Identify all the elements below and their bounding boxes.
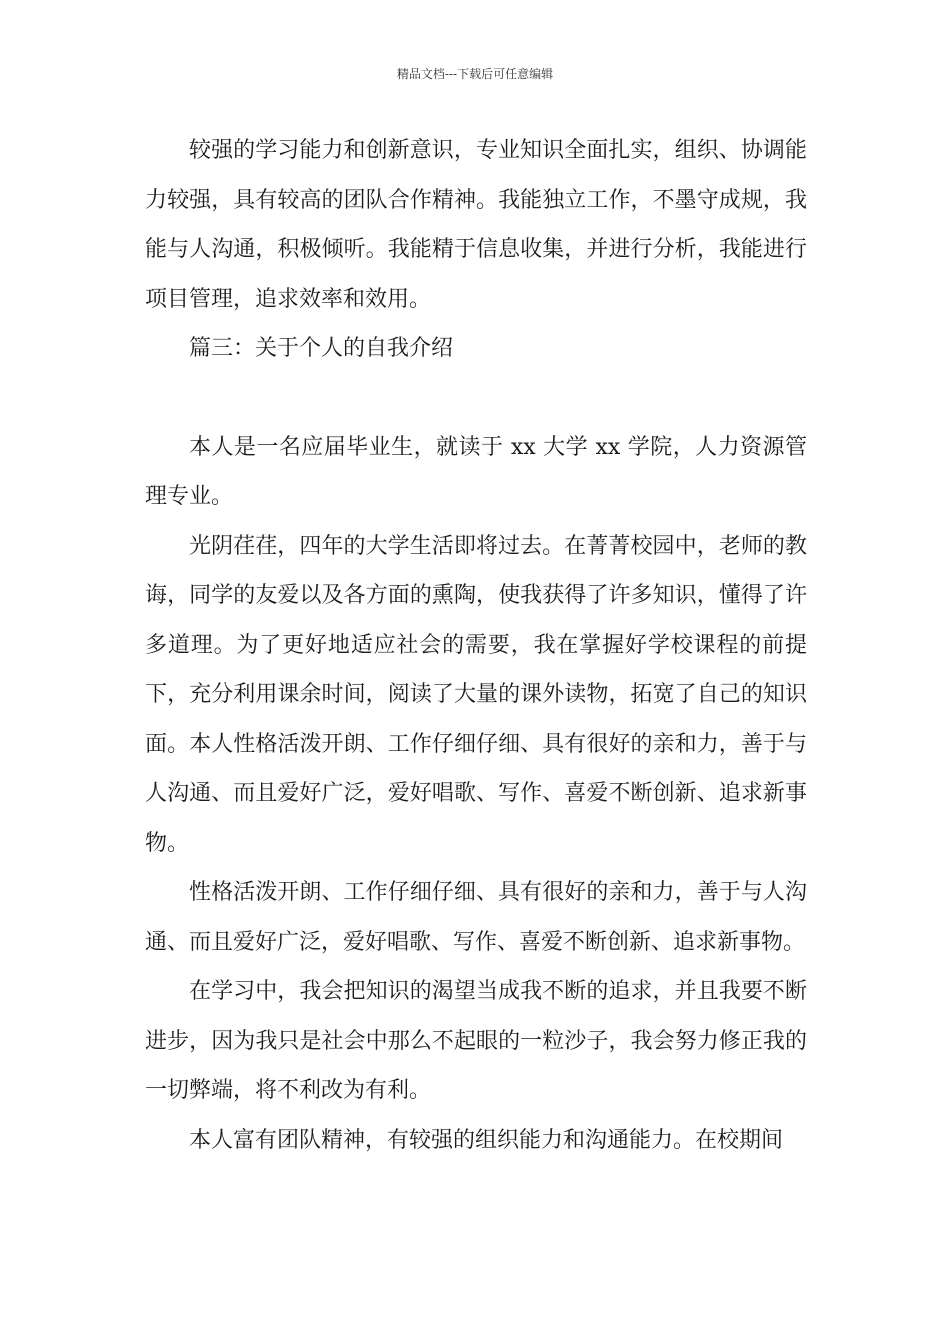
paragraph-learning: 在学习中，我会把知识的渴望当成我不断的追求，并且我要不断进步，因为我只是社会中那么不起眼的一粒沙子，我会努力修正我的一切弊端，将不利改为有利。 — [145, 979, 807, 1103]
document-body — [145, 126, 807, 1165]
paragraph-personality: 性格活泼开朗、工作仔细仔细、具有很好的亲和力，善于与人沟通、而且爱好广泛，爱好唱歌、写作、喜爱不断创新、追求新事物。 — [145, 880, 807, 955]
paragraph-teamwork: 本人富有团队精神，有较强的组织能力和沟通能力。在校期间 — [189, 1127, 784, 1153]
paragraph-abilities: 较强的学习能力和创新意识，专业知识全面扎实，组织、协调能力较强，具有较高的团队合作精神。我能独立工作，不墨守成规，我能与人沟通，积极倾听。我能精于信息收集，并进行分析，我能进行项目管理，追求效率和效用。 — [145, 138, 807, 312]
page-header: 精品文档---下载后可任意编辑 — [396, 67, 554, 81]
paragraph-intro: 本人是一名应届毕业生，就读于 xx 大学 xx 学院，人力资源管理专业。 — [145, 434, 807, 509]
section-heading: 篇三：关于个人的自我介绍 — [189, 336, 454, 361]
paragraph-university-life: 光阴荏荏，四年的大学生活即将过去。在菁菁校园中，老师的教诲，同学的友爱以及各方面的熏陶，使我获得了许多知识，懂得了许多道理。为了更好地适应社会的需要，我在掌握好学校课程的前提下，充分利用课余时间，阅读了大量的课外读物，拓宽了自己的知识面。本人性格活泼开朗、工作仔细仔细、具有很好的亲和力，善于与人沟通、而且爱好广泛，爱好唱歌、写作、喜爱不断创新、追求新事物。 — [145, 533, 807, 856]
